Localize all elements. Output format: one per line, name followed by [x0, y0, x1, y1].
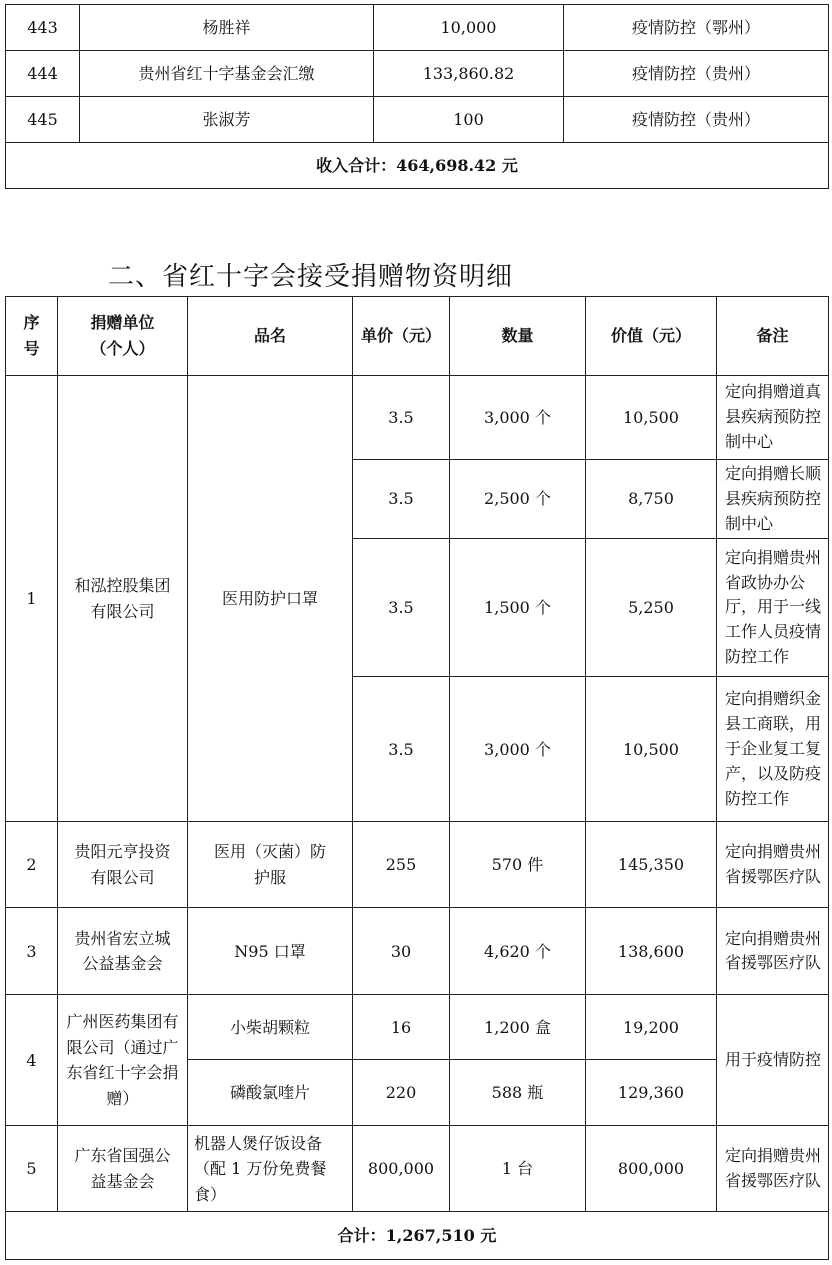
unit-price: 3.5 [353, 677, 450, 822]
donor-name: 贵州省宏立城公益基金会 [58, 908, 188, 995]
quantity: 2,500 个 [450, 460, 586, 539]
item-name: N95 口罩 [188, 908, 353, 995]
unit-price: 16 [353, 995, 450, 1060]
note: 定向捐赠贵州省援鄂医疗队 [717, 822, 829, 908]
unit-price: 3.5 [353, 376, 450, 460]
quantity: 1,200 盒 [450, 995, 586, 1060]
table-row [6, 51, 829, 97]
item-name: 医用（灭菌）防护服 [188, 822, 353, 908]
table-row [6, 97, 829, 143]
quantity: 3,000 个 [450, 677, 586, 822]
unit-price: 255 [353, 822, 450, 908]
value: 129,360 [586, 1060, 717, 1126]
row-no: 443 [6, 5, 80, 51]
donor-name: 广东省国强公益基金会 [58, 1126, 188, 1212]
table-row [6, 995, 829, 1060]
income-total-row [6, 143, 829, 189]
quantity: 3,000 个 [450, 376, 586, 460]
value: 10,500 [586, 376, 717, 460]
unit-price: 3.5 [353, 460, 450, 539]
note: 用于疫情防控 [717, 995, 829, 1126]
header-value: 价值（元） [586, 297, 717, 376]
header-donor: 捐赠单位（个人） [58, 297, 188, 376]
row-no: 4 [6, 995, 58, 1126]
unit-price: 800,000 [353, 1126, 450, 1212]
table-row [6, 1126, 829, 1212]
note: 定向捐赠织金县工商联，用于企业复工复产，以及防疫防控工作 [717, 677, 829, 822]
value: 138,600 [586, 908, 717, 995]
item-name: 磷酸氯喹片 [188, 1060, 353, 1126]
row-no: 1 [6, 376, 58, 822]
amount: 100 [374, 97, 564, 143]
note: 定向捐赠贵州省援鄂医疗队 [717, 908, 829, 995]
quantity: 1,500 个 [450, 539, 586, 677]
row-no: 444 [6, 51, 80, 97]
header-item: 品名 [188, 297, 353, 376]
note: 定向捐赠道真县疾病预防控制中心 [717, 376, 829, 460]
row-no: 445 [6, 97, 80, 143]
quantity: 588 瓶 [450, 1060, 586, 1126]
income-table [5, 4, 829, 189]
header-note: 备注 [717, 297, 829, 376]
section-title: 二、省红十字会接受捐赠物资明细 [108, 262, 514, 292]
goods-total: 合计：1,267,510 元 [6, 1212, 829, 1260]
quantity: 4,620 个 [450, 908, 586, 995]
purpose: 疫情防控（贵州） [564, 97, 829, 143]
amount: 10,000 [374, 5, 564, 51]
table-row [6, 822, 829, 908]
note: 定向捐赠贵州省政协办公厅，用于一线工作人员疫情防控工作 [717, 539, 829, 677]
goods-table [5, 296, 829, 1260]
row-no: 3 [6, 908, 58, 995]
unit-price: 3.5 [353, 539, 450, 677]
table-row [6, 376, 829, 460]
purpose: 疫情防控（贵州） [564, 51, 829, 97]
value: 145,350 [586, 822, 717, 908]
donor-name: 贵阳元亨投资有限公司 [58, 822, 188, 908]
unit-price: 30 [353, 908, 450, 995]
donor-name: 和泓控股集团有限公司 [58, 376, 188, 822]
item-name: 机器人煲仔饭设备（配 1 万份免费餐食） [188, 1126, 353, 1212]
note: 定向捐赠长顺县疾病预防控制中心 [717, 460, 829, 539]
value: 19,200 [586, 995, 717, 1060]
value: 10,500 [586, 677, 717, 822]
value: 5,250 [586, 539, 717, 677]
table-row [6, 5, 829, 51]
table-row [6, 908, 829, 995]
goods-total-row [6, 1212, 829, 1260]
donor-name: 广州医药集团有限公司（通过广东省红十字会捐赠） [58, 995, 188, 1126]
quantity: 1 台 [450, 1126, 586, 1212]
value: 8,750 [586, 460, 717, 539]
header-row [6, 297, 829, 376]
donor-name: 贵州省红十字基金会汇缴 [80, 51, 374, 97]
item-name: 医用防护口罩 [188, 376, 353, 822]
header-price: 单价（元） [353, 297, 450, 376]
value: 800,000 [586, 1126, 717, 1212]
income-total: 收入合计：464,698.42 元 [6, 143, 829, 189]
donor-name: 杨胜祥 [80, 5, 374, 51]
unit-price: 220 [353, 1060, 450, 1126]
row-no: 2 [6, 822, 58, 908]
donor-name: 张淑芳 [80, 97, 374, 143]
note: 定向捐赠贵州省援鄂医疗队 [717, 1126, 829, 1212]
header-qty: 数量 [450, 297, 586, 376]
row-no: 5 [6, 1126, 58, 1212]
quantity: 570 件 [450, 822, 586, 908]
purpose: 疫情防控（鄂州） [564, 5, 829, 51]
amount: 133,860.82 [374, 51, 564, 97]
header-no: 序号 [6, 297, 58, 376]
item-name: 小柴胡颗粒 [188, 995, 353, 1060]
